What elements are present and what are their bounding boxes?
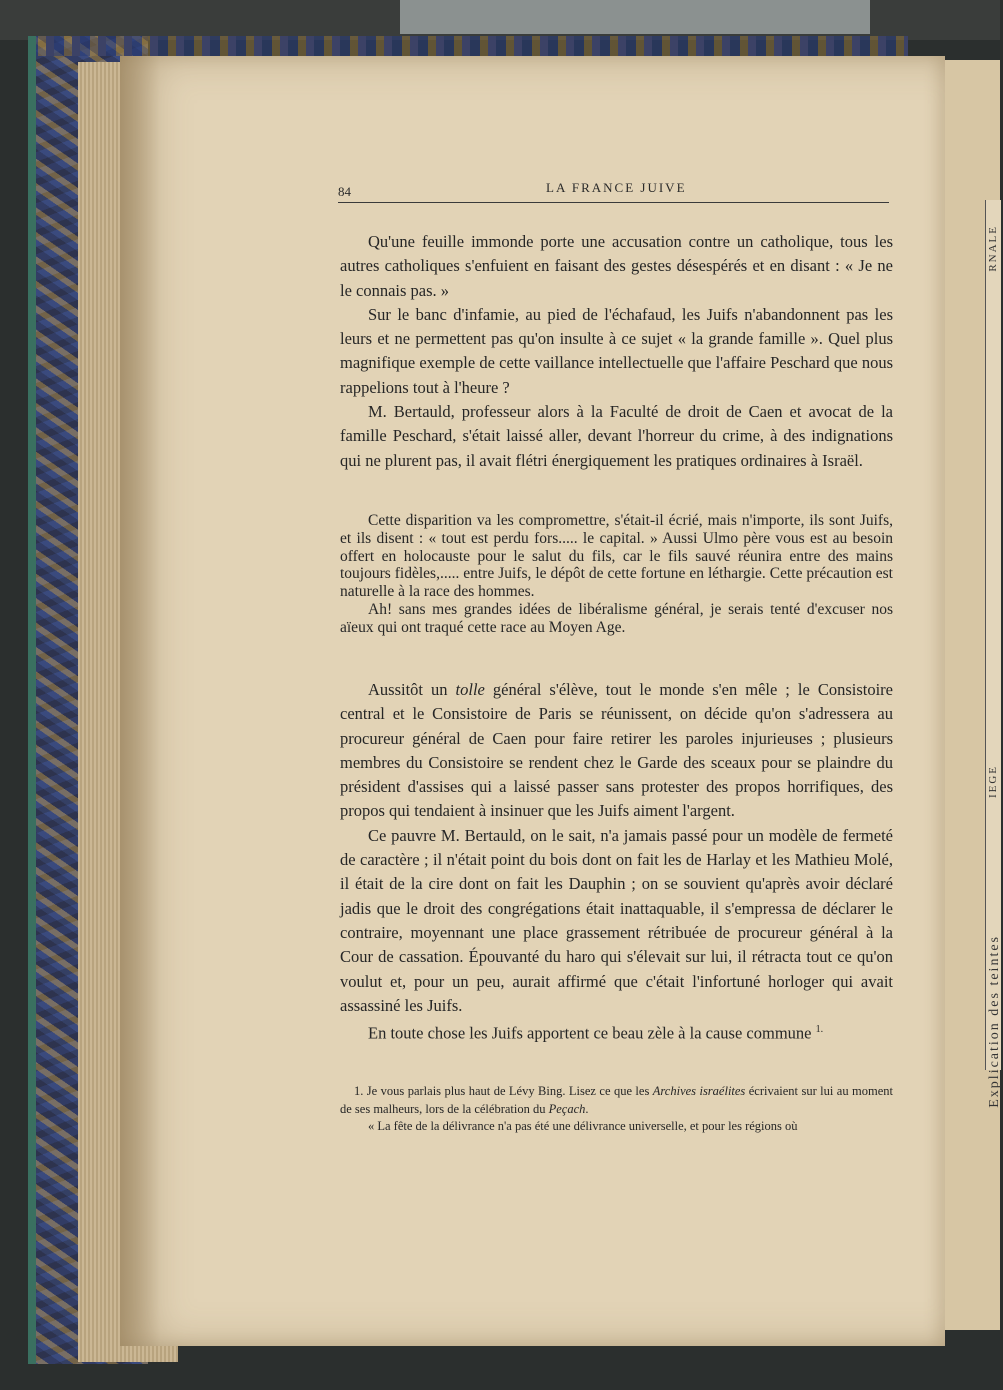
text-run: Aussitôt un xyxy=(368,680,456,699)
quote-paragraph: Cette disparition va les compromettre, s'était-il écrié, mais n'importe, ils sont Juifs, et ils disent : « tout est perdu fors..... le capital. » Aussi Ulmo père vous est au besoin offert en holocauste pour le salut du fils, car le fils sauvé réunira entre des mains toujours fidèles,..... entre Juifs, le dépôt de cette fortune en léthargie. Cette précaution est naturelle à la race des hommes. xyxy=(340,512,893,601)
facing-page-text-1: RNALE xyxy=(987,225,999,272)
marbled-cover-top xyxy=(28,36,908,56)
paragraph: M. Bertauld, professeur alors à la Faculté de droit de Caen et avocat de la famille Peschard, s'était laissé aller, devant l'horreur du crime, à des indignations qui ne plurent pas, il avait flétri énergiquement les pratiques ordinaires à Israël. xyxy=(340,402,893,470)
paragraph: Ce pauvre M. Bertauld, on le sait, n'a jamais passé pour un modèle de fermeté de caractère ; il n'était point du bois dont on fait les de Harlay et les Mathieu Molé, il était de la cire dont on fait les Dauphin ; on se souvient qu'après avoir déclaré jadis que le droit des congrégations était inattaquable, il s'empressa de déclarer le contraire, moyennant une place grassement rétribuée de procureur général à la Cour de cassation. Épouvanté du haro qui s'élevait sur lui, il rétracta tout ce qu'on voulut et, pour un peu, aurait affirmé que c'était l'infortuné horloger qui avait assassiné les Juifs. xyxy=(340,825,893,1015)
paragraph: Qu'une feuille immonde porte une accusation contre un catholique, tous les autres catholiques s'enfuient en faisant des gestes désespérés et en disant : « Je ne le connais pas. » xyxy=(340,232,893,300)
footnote xyxy=(340,1083,893,1118)
text-run: 1. Je vous parlais plus haut de Lévy Bing. Lisez ce que les xyxy=(354,1084,653,1098)
cover-spine-edge xyxy=(28,36,36,1364)
running-title: LA FRANCE JUIVE xyxy=(546,180,687,195)
italic-title: Archives israélites xyxy=(652,1084,746,1098)
text-run: . xyxy=(585,1101,589,1116)
footnote-continuation: « La fête de la délivrance n'a pas été une délivrance universelle, et pour les régions où xyxy=(368,1119,798,1133)
text-run: écrivaient sur lui au moment de ses malheurs, lors de la célébration du xyxy=(340,1084,893,1116)
quote-paragraph: Ah! sans mes grandes idées de libéralisme général, je serais tenté d'excuser nos aïeux qui ont traqué cette race au Moyen Age. xyxy=(340,600,893,636)
footnote-block xyxy=(340,1083,893,1136)
paragraph: Sur le banc d'infamie, au pied de l'échafaud, les Juifs n'abandonnent pas les leurs et ne permettent pas qu'on insulte à ce sujet « la grande famille ». Quel plus magnifique exemple de cette vaillance intellectuelle que l'affaire Peschard que nous rappelions tout à l'heure ? xyxy=(340,304,893,397)
italic-word: Peçach xyxy=(548,1101,586,1116)
page-number: 84 xyxy=(338,184,351,199)
text-block-2 xyxy=(340,678,893,1046)
header-rule xyxy=(338,202,889,203)
facing-page-text-2: IEGE xyxy=(987,765,999,799)
text-run: En toute chose les Juifs apportent ce beau zèle à la cause commune xyxy=(368,1023,812,1043)
text-block-1 xyxy=(340,230,893,473)
quotation-block xyxy=(340,512,893,637)
background-top-light xyxy=(400,0,870,34)
footnote-marker: 1. xyxy=(815,1024,824,1036)
text-run: général s'élève, tout le monde s'en mêle ; le Consistoire central et le Consistoire de Paris se réunissent, on décide qu'on s'adressera au procureur général de Caen pour faire retirer les paroles injurieuses ; plusieurs membres du Consistoire se rendent chez le Garde des sceaux pour se plaindre du président d'assises qui a laissé passer sans protester des propos horrifiques, des propos qui tendaient à insinuer que les Juifs aiment l'argent. xyxy=(340,680,893,821)
italic-word: tolle xyxy=(455,680,485,699)
paragraph xyxy=(340,678,893,824)
facing-page-text-3: Explication des teintes xyxy=(987,935,1002,1108)
paragraph xyxy=(340,1018,893,1046)
page-gutter-shadow xyxy=(120,56,160,1346)
